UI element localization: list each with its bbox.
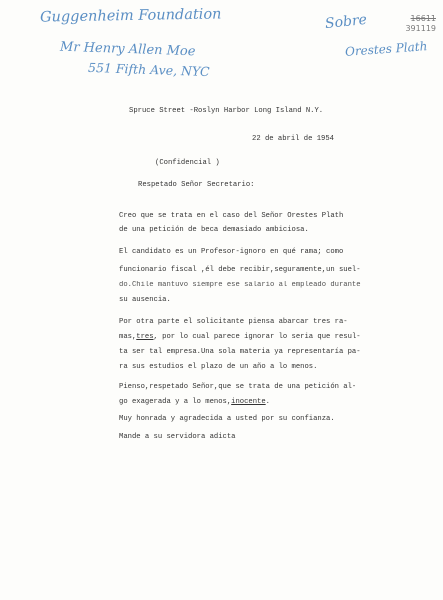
- body-line: su ausencia.: [119, 296, 171, 304]
- body-line: ta ser tal empresa.Una sola materia ya representaría pa-: [119, 348, 361, 356]
- salutation: Respetado Señor Secretario:: [138, 181, 255, 189]
- body-line: [119, 398, 270, 407]
- handwritten-name: Mr Henry Allen Moe: [59, 39, 196, 60]
- body-line: Pienso,respetado Señor,que se trata de una petición al-: [119, 383, 357, 391]
- text-run: mas,: [119, 333, 137, 341]
- confidential-label: (Confidencial ): [155, 159, 220, 167]
- body-line: El candidato es un Profesor-ignoro en qué rama; como: [119, 248, 344, 256]
- closing-line: Muy honrada y agradecida a usted por su confianza.: [119, 415, 335, 423]
- body-line: [119, 333, 361, 342]
- handwritten-subject: Orestes Plath: [344, 39, 428, 59]
- text-run: .: [265, 398, 270, 406]
- handwritten-foundation: Guggenheim Foundation: [39, 6, 222, 26]
- sender-address: Spruce Street -Roslyn Harbor Long Island N.Y.: [129, 107, 324, 115]
- body-line: do.Chile mantuvo siempre ese salario al empleado durante: [119, 281, 361, 289]
- underlined-word: inocente: [231, 398, 266, 406]
- body-line: ra sus estudios el plazo de un año a lo menos.: [119, 363, 318, 371]
- closing-line: Mande a su servidora adicta: [119, 433, 236, 441]
- letter-date: 22 de abril de 1954: [252, 135, 334, 143]
- body-line: funcionario fiscal ,él debe recibir,seguramente,un suel-: [119, 266, 361, 274]
- body-line: de una petición de beca demasiado ambiciosa.: [119, 226, 309, 234]
- text-run: go exagerada y a lo menos,: [119, 398, 232, 406]
- text-run: , por lo cual parece ignorar lo seria que resul-: [153, 333, 361, 341]
- body-line: Creo que se trata en el caso del Señor Orestes Plath: [119, 212, 344, 220]
- handwritten-sobre: Sobre: [324, 11, 368, 33]
- handwritten-address: 551 Fifth Ave, NYC: [87, 59, 210, 80]
- body-line: Por otra parte el solicitante piensa abarcar tres ra-: [119, 318, 348, 326]
- archive-number-1: 16611: [410, 14, 436, 23]
- underlined-word: tres: [136, 333, 154, 341]
- archive-number-2: 391119: [405, 24, 436, 33]
